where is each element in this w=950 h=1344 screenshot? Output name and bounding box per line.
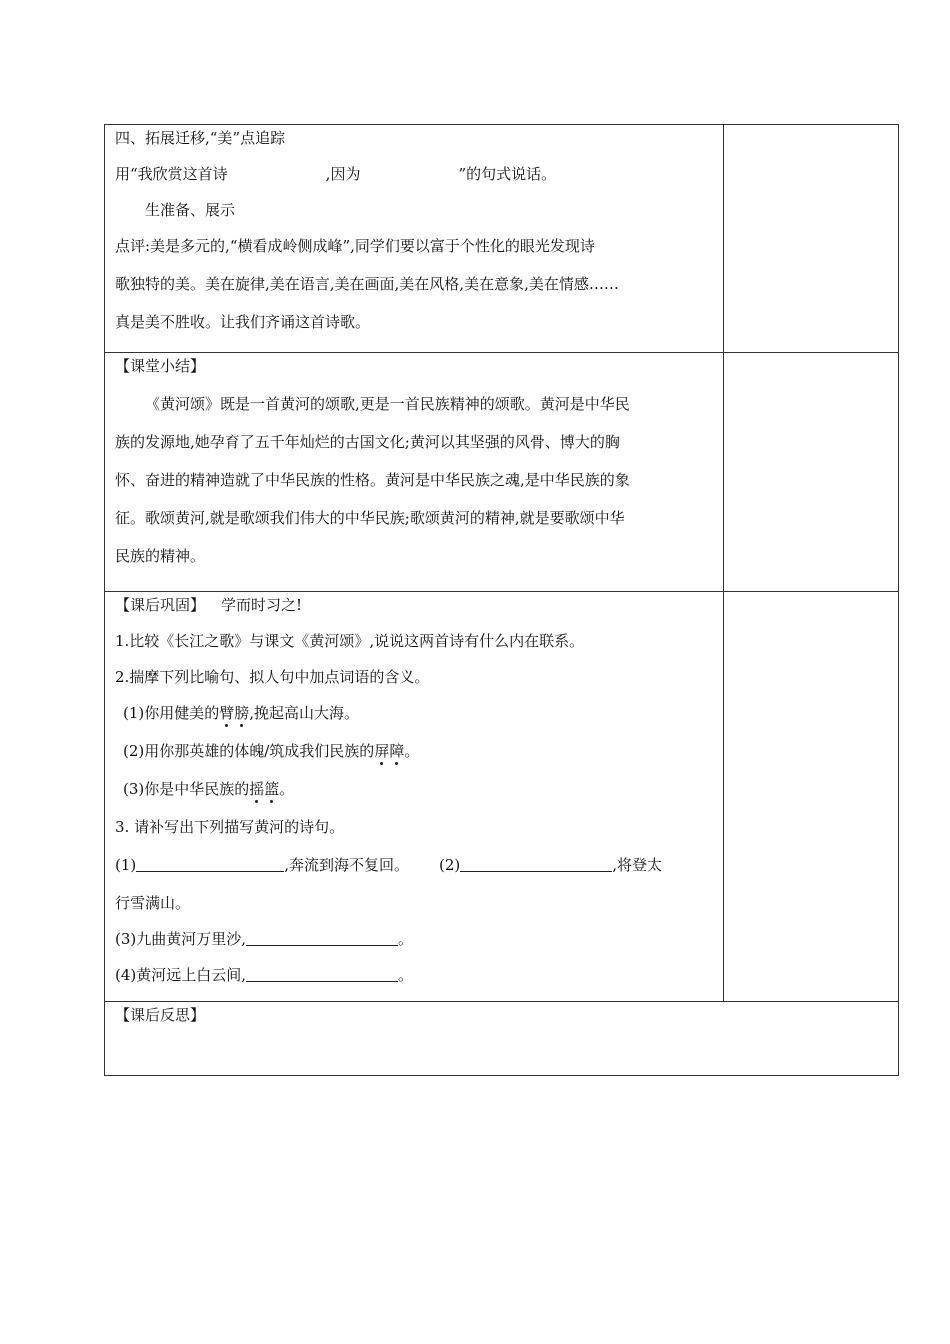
q3-1-tail: ,奔流到海不复回。: [284, 856, 410, 874]
lesson-table: [104, 124, 899, 1076]
summary-line-5: 民族的精神。: [115, 547, 206, 565]
extend-prompt-b: ,因为: [325, 165, 361, 183]
row-extend: [105, 125, 899, 353]
notes-cell-1: [724, 125, 899, 353]
question-3-line-c: [115, 929, 717, 949]
q3-4-tail: 。: [398, 966, 414, 984]
row-homework: [105, 592, 899, 1002]
answer-blank-2[interactable]: [460, 855, 612, 872]
question-3-line-d: [115, 965, 717, 985]
reflection-cell: [105, 1002, 899, 1076]
q2-2-tail: 。: [404, 742, 420, 760]
answer-blank-4[interactable]: [246, 965, 398, 982]
q2-3-text: (3)你是中华民族的: [123, 780, 250, 798]
summary-line-2: 族的发源地,她孕育了五千年灿烂的古国文化;黄河以其坚强的风骨、博大的胸: [115, 433, 620, 451]
q3-2-tail: ,将登太: [612, 856, 663, 874]
dotted-char: 屏: [374, 742, 390, 760]
q2-1-text: (1)你用健美的: [123, 704, 220, 722]
extend-cell: [105, 125, 724, 353]
extend-heading: 四、拓展迁移,“美”点追踪: [115, 129, 286, 147]
summary-line-1: 《黄河颂》既是一首黄河的颂歌,更是一首民族精神的颂歌。黄河是中华民: [145, 395, 630, 413]
row-reflection: [105, 1002, 899, 1076]
q3-3-tail: 。: [398, 930, 414, 948]
homework-heading: 【课后巩固】: [115, 596, 206, 614]
q2-1-tail: ,挽起高山大海。: [249, 704, 360, 722]
dotted-char: 臂: [219, 704, 235, 722]
q2-3-tail: 。: [279, 780, 295, 798]
row-summary: [105, 353, 899, 592]
extend-prompt-a: 用“我欣赏这首诗: [115, 165, 228, 183]
homework-heading-line: [115, 595, 717, 615]
question-1: 1.比较《长江之歌》与课文《黄河颂》,说说这两首诗有什么内在联系。: [115, 632, 585, 650]
q3-2-label: (2): [439, 856, 461, 874]
summary-heading: 【课堂小结】: [115, 357, 206, 375]
q3-3-head: (3)九曲黄河万里沙,: [115, 930, 247, 948]
notes-cell-2: [724, 353, 899, 592]
answer-blank-3[interactable]: [246, 929, 398, 946]
q3-1-label: (1): [115, 856, 137, 874]
extend-comment-3: 真是美不胜收。让我们齐诵这首诗歌。: [115, 313, 371, 331]
dotted-char: 摇: [249, 780, 265, 798]
extend-activity: 生准备、展示: [145, 201, 236, 219]
extend-prompt: [115, 164, 717, 184]
notes-cell-3: [724, 592, 899, 1002]
question-2-1: [115, 703, 717, 723]
dotted-char: 障: [389, 742, 405, 760]
extend-prompt-c: ”的句式说话。: [458, 165, 557, 183]
question-2: 2.揣摩下列比喻句、拟人句中加点词语的含义。: [115, 668, 430, 686]
extend-comment-1: 点评:美是多元的,“横看成岭侧成峰”,同学们要以富于个性化的眼光发现诗: [115, 237, 595, 255]
summary-line-3: 怀、奋进的精神造就了中华民族的性格。黄河是中华民族之魂,是中华民族的象: [115, 471, 630, 489]
question-2-3: [115, 779, 717, 799]
answer-blank-1[interactable]: [136, 855, 284, 872]
homework-cell: [105, 592, 724, 1002]
question-3-line-b: 行雪满山。: [115, 894, 191, 912]
question-2-2: [115, 741, 717, 761]
extend-comment-2: 歌独特的美。美在旋律,美在语言,美在画面,美在风格,美在意象,美在情感……: [115, 275, 619, 293]
q2-2-text: (2)用你那英雄的体魄/筑成我们民族的: [123, 742, 375, 760]
dotted-char: 膀: [234, 704, 250, 722]
summary-line-4: 征。歌颂黄河,就是歌颂我们伟大的中华民族;歌颂黄河的精神,就是要歌颂中华: [115, 509, 625, 527]
question-3-line-a: [115, 855, 717, 875]
q3-4-head: (4)黄河远上白云间,: [115, 966, 247, 984]
reflection-heading: 【课后反思】: [115, 1006, 206, 1024]
dotted-char: 篮: [264, 780, 280, 798]
homework-motto: 学而时习之!: [221, 596, 303, 614]
summary-cell: [105, 353, 724, 592]
question-3: 3. 请补写出下列描写黄河的诗句。: [115, 818, 345, 836]
